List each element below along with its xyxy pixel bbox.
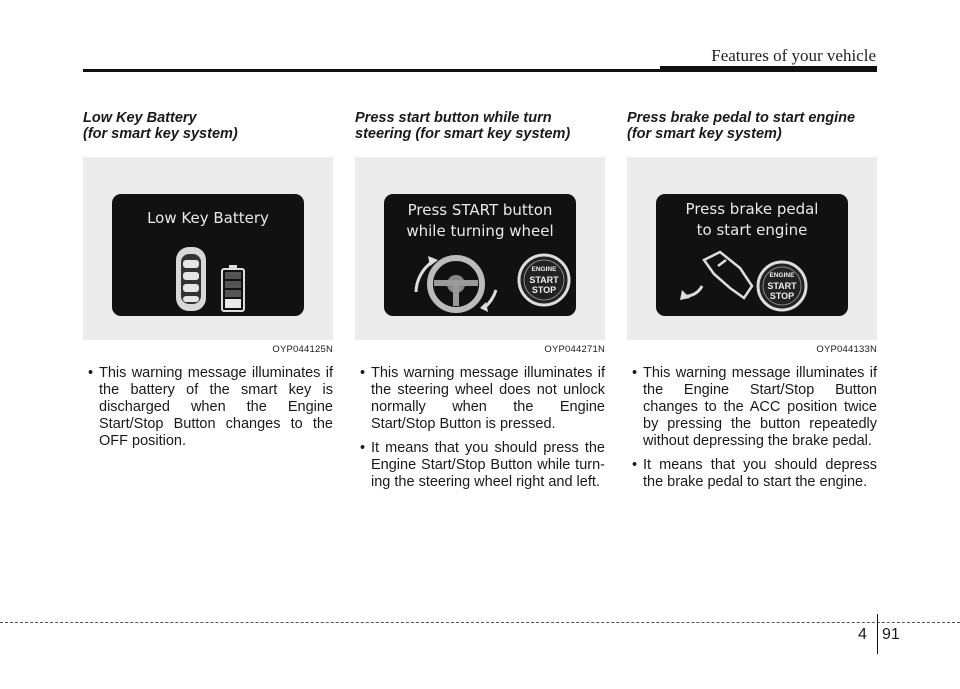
stop-label: STOP bbox=[531, 285, 557, 295]
cluster-display bbox=[384, 194, 576, 316]
start-label: START bbox=[529, 275, 559, 285]
footer-rule bbox=[0, 622, 960, 623]
engine-label: ENGINE bbox=[769, 272, 795, 279]
low-battery-icon bbox=[222, 265, 244, 311]
display-message: Press START button while turning wheel bbox=[406, 201, 554, 240]
list-item: • It means that you should depress the brake pedal to start the engine. bbox=[632, 457, 877, 490]
image-code: OYP044133N bbox=[816, 344, 877, 355]
list-item: • It means that you should press the Engine Start/Stop Button while turn-ing the steering wheel right and left. bbox=[360, 440, 605, 490]
smart-key-fob-icon bbox=[176, 247, 206, 311]
section-press-start-button bbox=[355, 110, 605, 498]
stop-label: STOP bbox=[769, 291, 795, 301]
footer-divider bbox=[877, 614, 878, 654]
header-title: Features of your vehicle bbox=[711, 46, 876, 65]
display-message: Press brake pedal to start engine bbox=[685, 200, 819, 239]
section-title: Press start button while turn steering (for smart key system) bbox=[355, 110, 571, 142]
cluster-display bbox=[656, 194, 848, 316]
bullet-list bbox=[83, 365, 333, 450]
engine-label: ENGINE bbox=[531, 266, 557, 273]
list-item: • This warning message illuminates if the steering wheel does not unlock normally when the Engine Start/Stop Button is pressed. bbox=[360, 365, 605, 432]
header-rule-accent bbox=[660, 66, 877, 72]
list-item: • This warning message illuminates if the Engine Start/Stop Button changes to the ACC position twice by pressing the button repeatedly without depressing the brake pedal. bbox=[632, 365, 877, 449]
list-item: • This warning message illuminates if the battery of the smart key is discharged when the Engine Start/Stop Button changes to the OFF position. bbox=[88, 365, 333, 449]
steering-wheel-icon bbox=[416, 256, 496, 312]
start-label: START bbox=[767, 281, 797, 291]
warning-illustration bbox=[83, 157, 333, 340]
brake-pedal-icon bbox=[680, 252, 752, 300]
warning-illustration bbox=[355, 157, 605, 340]
section-low-key-battery bbox=[83, 110, 333, 457]
chapter-number: 4 bbox=[858, 626, 867, 643]
section-title: Low Key Battery (for smart key system) bbox=[83, 110, 238, 142]
bullet-list bbox=[355, 365, 605, 491]
cluster-display bbox=[112, 194, 304, 316]
section-press-brake-pedal bbox=[627, 110, 877, 498]
warning-illustration bbox=[627, 157, 877, 340]
page-number: 91 bbox=[882, 626, 900, 643]
image-code: OYP044271N bbox=[544, 344, 605, 355]
image-code: OYP044125N bbox=[272, 344, 333, 355]
engine-start-stop-button-icon bbox=[758, 262, 806, 310]
engine-start-stop-button-icon bbox=[519, 255, 569, 305]
display-message: Low Key Battery bbox=[147, 209, 269, 227]
section-title: Press brake pedal to start engine (for smart key system) bbox=[627, 110, 856, 142]
bullet-list bbox=[627, 365, 877, 491]
